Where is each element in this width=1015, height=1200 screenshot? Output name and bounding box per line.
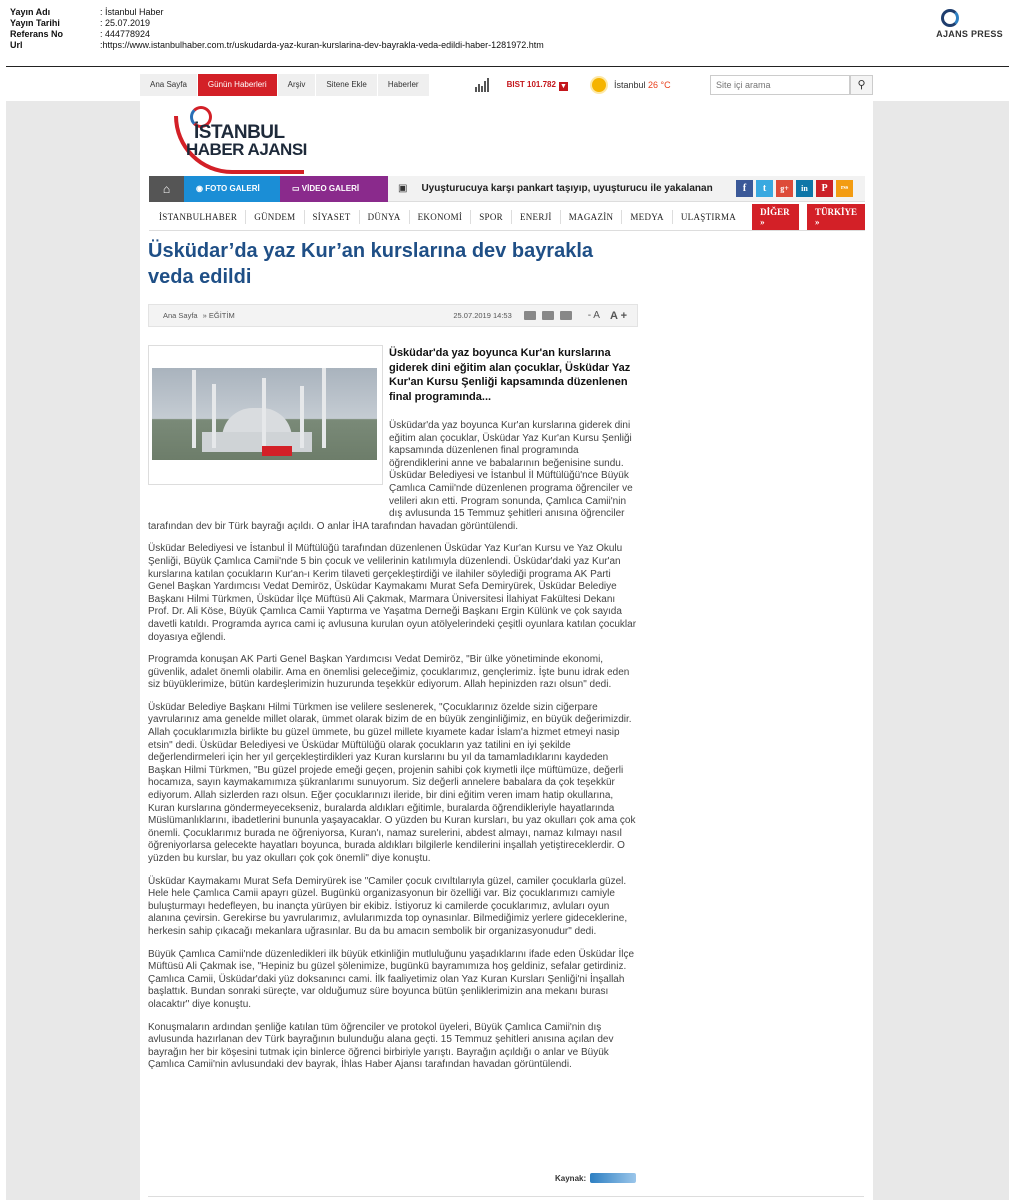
iha-logo (590, 1173, 636, 1183)
meta-key: Yayın Tarihi (10, 18, 60, 28)
news-ticker[interactable]: Uyuşturucuya karşı pankart taşıyıp, uyuşturucu ile yakalanan (421, 183, 713, 194)
menu-turkiye-button[interactable]: TÜRKİYE » (807, 204, 865, 230)
meta-key: Referans No (10, 29, 64, 39)
print-icon[interactable] (560, 311, 572, 320)
ajans-press-logo (936, 9, 1003, 39)
weather (614, 80, 671, 90)
rss-icon[interactable]: rss (836, 180, 853, 197)
ajans-press-label: AJANS PRESS (936, 29, 1003, 39)
article-paragraph: Üsküdar Belediyesi ve İstanbul İl Müftülüğü tarafından düzenlenen Üsküdar Yaz Kur'an Kursu ve Yaz Okulu Şenliği, Büyük Çamlıca Camii'nde 5 bin çocuk ve velilerinin katılımıyla düzenlendi. Üsküdar'daki yaz Kur'an kurslarına katılan çocukların Kur'an-ı Kerim tilaveti gerçekleştirdiği ve ilahiler söylediği programa AK Parti Genel Başkan Yardımcısı Vedat Demiröz, Üsküdar Kaymakamı Murat Sefa Demiryürek, Üsküdar Belediye Başkanı Hilmi Türkmen, Üsküdar İlçe Müftüsü Ali Çakmak, Marmara Üniversitesi İlahiyat Fakültesi Dekanı Prof. Dr. Ali Köse, Büyük Çamlıca Camii Yaptırma ve Yaşatma Derneği Başkanı Ergin Külünk ve çok sayıda davetli katıldı. Programda ayrıca cami iç avlusuna kurulan oyun atölyelerindeki çeşitli oyunlara katılan çocuklar doyasıya eğlendi. (148, 543, 637, 643)
weather-temp: 26 °C (647, 80, 671, 90)
nav-archive[interactable]: Arşiv (278, 74, 317, 96)
source-label: Kaynak: (555, 1173, 587, 1183)
article-title: Üsküdar’da yaz Kur’an kurslarına dev bayrakla veda edildi (148, 240, 594, 288)
nav-home[interactable]: Ana Sayfa (140, 74, 198, 96)
article-paragraph: Üsküdar Kaymakamı Murat Sefa Demiryürek ise "Camiler çocuk cıvıltılarıyla güzel, camiler çocuklarla güzel. Hele hele Çamlıca Camii apayrı güzel. Bugünkü organizasyonun bir özelliği var. Biz çocuklarımızı camiyle buluşturmayı hedefleyen, bu inançta yürüyen bir ekibiz. İstiyoruz ki camilerde çocuklarımız, avluları oyun alanına çevirsin. Gerekirse bu yavrularımız, avlularımızda top oynasınlar. Bilmediğimiz yerlere gideceklerine, herkesin sahip çıkacağı mekanlara uğrasınlar. Bu da bu amacın sembolik bir organizasyonudur" dedi. (148, 875, 628, 937)
menu-more-button[interactable]: DİĞER » (752, 204, 799, 230)
meta-key: Url (10, 40, 23, 50)
article-body (148, 420, 638, 1082)
meta-value: : İstanbul Haber (100, 7, 164, 17)
divider (148, 1196, 864, 1197)
divider (6, 66, 1009, 67)
facebook-icon[interactable]: f (736, 180, 753, 197)
bist-index (507, 80, 568, 91)
nav-news[interactable]: Haberler (378, 74, 430, 96)
social-links (736, 180, 853, 197)
menu-item-ekonomi[interactable]: EKONOMİ (410, 210, 472, 224)
breadcrumb-home[interactable]: Ana Sayfa (163, 311, 198, 320)
comment-icon[interactable] (524, 311, 536, 320)
article-date: 25.07.2019 14:53 (453, 311, 512, 320)
menu-item-siyaset[interactable]: SİYASET (305, 210, 360, 224)
photo-gallery-label: FOTO GALERİ (205, 183, 260, 193)
sun-icon (592, 78, 606, 92)
video-gallery-button[interactable] (280, 176, 388, 202)
camera-icon: ◉ (196, 183, 206, 193)
menu-item-istanbulhaber[interactable]: İSTANBULHABER (149, 210, 246, 224)
article-paragraph: Üsküdar'da yaz boyunca Kur'an kurslarına giderek dini eğitim alan çocuklar, Üsküdar Yaz Kur'an Kursu Şenliği kapsamında düzenlenen final programında öğrendiklerini anne ve babalarının beğenisine sundu. Üsküdar Belediyesi ve İstanbul İl Müftülüğü'nce Büyük Çamlıca Camii'nde düzenlenen programa öğrenciler ve velileri akın etti. Program sonunda, Çamlıca Camii'nin dış avlusunda 15 Temmuz şehitleri anısına öğrenciler tarafından dev bir Türk bayrağı açıldı. O anlar İHA tarafından havadan görüntülendi. (148, 420, 633, 532)
font-decrease-button[interactable]: - A (587, 309, 600, 321)
publication-meta (10, 7, 544, 51)
menu-item-ulastirma[interactable]: ULAŞTIRMA (680, 212, 737, 222)
tv-icon: ▭ (292, 183, 302, 193)
logo-line-2: HABER AJANSI (186, 140, 307, 159)
meta-value: :https://www.istanbulhaber.com.tr/uskudarda-yaz-kuran-kurslarina-dev-bayrakla-veda-edildi-haber-1281972.htm (100, 40, 544, 50)
font-increase-button[interactable]: A + (609, 309, 627, 322)
top-nav (140, 74, 873, 96)
article-paragraph: Üsküdar Belediye Başkanı Hilmi Türkmen ise velilere seslenerek, "Çocuklarınız özelde sizin ciğerpare yavrularınız ama genelde millet olarak, ümmet olarak bizim de en büyük zenginliğimiz, en büyük değerimizdir. Allah çocuklarımızla birlikte bu güzel ümmete, bu güzel millete kıyamete kadar İslam'a hizmet etmeyi nasip etsin" dedi. Üsküdar Belediyesi ve Üsküdar Müftülüğü olarak çocukların yaz tatilini en iyi şekilde değerlendirmeleri için her yıl gerçekleştirdikleri yaz Kuran kurslarını bu yıl da tamamladıklarını kaydeden Başkan Hilmi Türkmen, "Bu güzel projede emeği geçen, projenin sahibi çok kıymetli ilçe müftümüze, değerli hocamıza, sayın kaymakamımıza şükranlarımı sunuyorum. Siz değerli annelere babalara da çok teşekkür ediyorum. Allah sizlerden razı olsun. Eğer çocuklarınızı ileride, bir dini eğitim veren imam hatip okullarına, Kuran kurslarına göndermeyecekseniz, buralarda aldıkları eğitimle, buralarda öğrendikleriyle hayatlarında Müslümanlıklarını, ibadetlerini bununla yaşayacaklar. O yüzden bu Kuran kursları, bu yaz okulları çok ama çok önemli. Çocuklarımız burada ne öğreniyorsa, Kuran'ı, namaz surelerini, abdest almayı, namaz kılmayı nasıl öğreniyorlarsa gelecekte hayatları boyunca, burada aldıkları bilgilerle kendilerini inşallah yetiştireceklerdir. O yüzden bu kurslar, bu yaz okulları çok çok önemli" diye konuştu. (148, 701, 636, 864)
category-bar (149, 176, 865, 202)
meta-key: Yayın Adı (10, 7, 51, 17)
font-size-controls (588, 310, 627, 322)
menu-item-gundem[interactable]: GÜNDEM (246, 210, 304, 224)
logo-line-1: İSTANBUL (194, 122, 285, 143)
home-icon[interactable]: ⌂ (149, 176, 184, 202)
ticker-icon: ▣ (398, 183, 408, 194)
breadcrumb-section[interactable]: » EĞİTİM (202, 311, 235, 320)
video-gallery-label: VİDEO GALERİ (301, 183, 360, 193)
arrow-down-icon: ▼ (559, 82, 567, 90)
google-plus-icon[interactable]: g+ (776, 180, 793, 197)
menu-item-magazin[interactable]: MAGAZİN (561, 210, 623, 224)
main-menu (149, 204, 865, 231)
menu-item-medya[interactable]: MEDYA (622, 210, 673, 224)
meta-value: : 25.07.2019 (100, 18, 151, 28)
article-lead: Üsküdar'da yaz boyunca Kur'an kurslarına giderek dini eğitim alan çocuklar, Üsküdar Yaz Kur'an Kursu Şenliği kapsamında düzenlenen final programında... (389, 347, 631, 403)
twitter-icon[interactable]: t (756, 180, 773, 197)
nav-add-to-site[interactable]: Sitene Ekle (316, 74, 377, 96)
menu-item-spor[interactable]: SPOR (471, 210, 512, 224)
photo-gallery-button[interactable] (184, 176, 280, 202)
chart-icon[interactable] (475, 78, 491, 92)
linkedin-icon[interactable]: in (796, 180, 813, 197)
meta-value: : 444778924 (100, 29, 151, 39)
weather-city: İstanbul (613, 80, 646, 90)
menu-item-dunya[interactable]: DÜNYA (360, 210, 410, 224)
article-paragraph: Konuşmaların ardından şenliğe katılan tüm öğrenciler ve protokol üyeleri, Büyük Çamlıca Camii'nin dış avlusunda hazırlanan dev Türk bayrağının bulunduğu alana geçti. 15 Temmuz şehitleri anısına açılan dev bayrağın her bir köşesini tutmak için binlerce öğrenci birbiriyle yarıştı. Bayrağın açıldığı o anlar ve Büyük Çamlıca Camii'nin avlusundaki dev bayrak, İhlas Haber Ajansı tarafından havadan görüntülendi. (148, 1021, 614, 1071)
article-source (555, 1173, 636, 1183)
article-paragraph: Büyük Çamlıca Camii'nde düzenledikleri ilk büyük etkinliğin mutluluğunu yaşadıklarını ifade eden Üsküdar İlçe Müftüsü Ali Çakmak ise, "Hepiniz bu güzel şölenimize, bugünkü bayramımıza hoş geldiniz, sefalar getirdiniz. Çamlıca Camii, Üsküdar'daki yüz doksanıncı cami. İlk faaliyetimiz olan Yaz Kuran Kursları Şenliği'ni İnşallah başlattık. Bundan sonraki süreçte, var olduğumuz süre boyunca bütün şenliklerimizin ana mekanı burası olacaktır" diye konuştu. (148, 948, 635, 1010)
article-paragraph: Programda konuşan AK Parti Genel Başkan Yardımcısı Vedat Demiröz, "Bir ülke yönetiminde ekonomi, güvenlik, adalet önemli olabilir. Ama en önemlisi geleceğimiz, çocuklarımız, gençlerimiz. İşte bunu idrak eden siz büyüklerimize, bütün kardeşlerimizin huzurunda teşekkür ediyorum. Allah hepinizden razı olsun" dedi. (148, 654, 630, 691)
pinterest-icon[interactable]: P (816, 180, 833, 197)
image-wrap-space (148, 420, 389, 517)
ajans-press-icon (941, 9, 959, 27)
nav-todays-news[interactable]: Günün Haberleri (198, 74, 278, 96)
search-icon[interactable]: ⚲ (850, 75, 873, 95)
mail-icon[interactable] (542, 311, 554, 320)
article-toolbar (148, 304, 638, 327)
search-input[interactable] (710, 75, 850, 95)
site-logo[interactable] (174, 104, 314, 176)
menu-item-enerji[interactable]: ENERJİ (512, 210, 561, 224)
bist-value: BIST 101.782 (506, 79, 556, 89)
